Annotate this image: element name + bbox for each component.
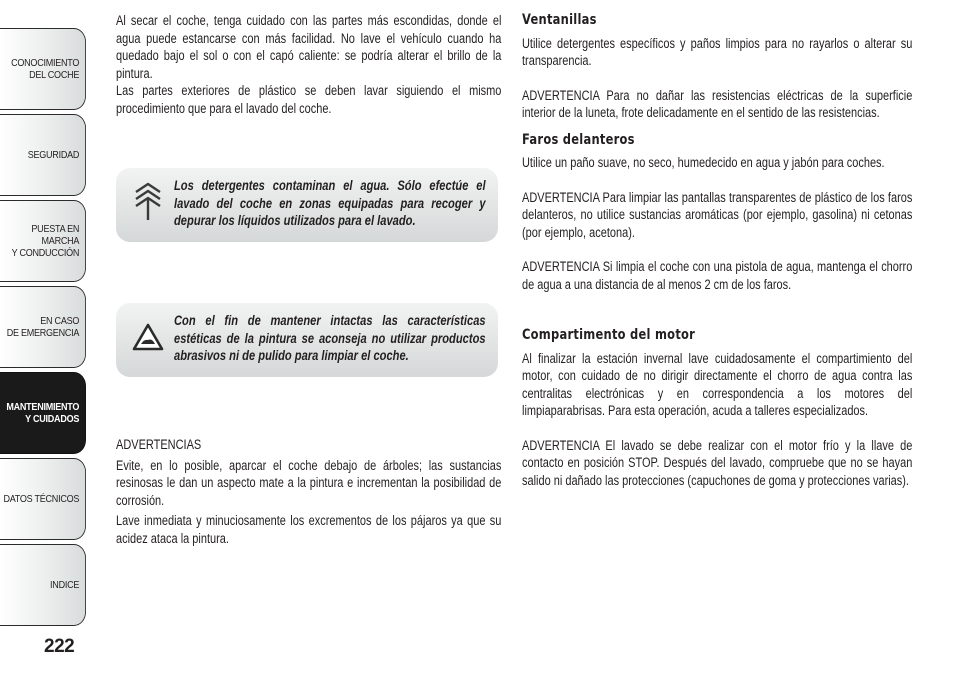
- advertencia-birds: Lave inmediata y minuciosamente los excrementos de los pájaros ya que su acidez ataca la pintura.: [116, 513, 502, 546]
- warning-triangle-icon: [132, 317, 164, 357]
- paint-care-note: [116, 303, 498, 377]
- tab-seguridad[interactable]: [0, 114, 86, 196]
- environment-note-text: Los detergentes contaminan el agua. Sólo efectúe el lavado del coche en zonas equipadas para recoger y depurar los líquidos utilizados para el lavado.: [174, 178, 486, 228]
- heading-faros: Faros delanteros: [522, 131, 635, 148]
- advertencias-section: [116, 436, 501, 550]
- heading-ventanillas: Ventanillas: [522, 12, 597, 28]
- tab-label: MANTENIMIENTO Y CUIDADOS: [6, 400, 80, 425]
- tab-datos-tecnicos[interactable]: [0, 458, 86, 540]
- tab-label: PUESTA EN MARCHA Y CONDUCCIÓN: [11, 222, 80, 260]
- tab-label: SEGURIDAD: [27, 148, 80, 161]
- ventanillas-paragraph-1: Utilice detergentes específicos y paños limpios para no rayarlos o alterar su transparencia.: [522, 35, 913, 68]
- faros-paragraph-3: ADVERTENCIA Si limpia el coche con una pistola de agua, mantenga el chorro de agua a una distancia de al menos 2 cm de los faros.: [522, 259, 913, 292]
- heading-motor: Compartimento del motor: [522, 327, 696, 343]
- tab-mantenimiento-y-cuidados[interactable]: [0, 372, 86, 454]
- motor-paragraph-1: Al finalizar la estación invernal lave cuidadosamente el compartimiento del motor, con cuidado de no dirigir directamente el chorro de agua contra las centralitas electrónicas y en correspondencia a los motores del limpiaparabrisas. Para esta operación, acuda a talleres especializados.: [522, 350, 913, 418]
- tab-label: INDICE: [50, 578, 80, 591]
- plastic-parts-paragraph: Las partes exteriores de plástico se deben lavar siguiendo el mismo procedimiento que para el lavado del coche.: [116, 83, 502, 116]
- page-number: 222: [44, 636, 75, 657]
- environment-note: [116, 168, 498, 242]
- faros-paragraph-1: Utilice un paño suave, no seco, humedecido en agua y jabón para coches.: [522, 155, 885, 170]
- tab-indice[interactable]: [0, 544, 86, 626]
- tab-puesta-en-marcha[interactable]: [0, 200, 86, 282]
- left-column: [116, 12, 501, 117]
- tab-label: EN CASO DE EMERGENCIA: [6, 314, 80, 339]
- motor-paragraph-2: ADVERTENCIA El lavado se debe realizar con el motor frío y la llave de contacto en posición STOP. Después del lavado, compruebe que no se hayan salido ni dañado las protecciones (capuchones de goma y protecciones varias).: [522, 437, 913, 488]
- ventanillas-paragraph-2: ADVERTENCIA Para no dañar las resistencias eléctricas de la superficie interior de la luneta, frote delicadamente en el sentido de las resistencias.: [522, 87, 913, 120]
- advertencias-title: ADVERTENCIAS: [116, 437, 202, 452]
- advertencia-trees: Evite, en lo posible, aparcar el coche debajo de árboles; las sustancias resinosas le dan un aspecto mate a la pintura e incrementan la posibilidad de corrosión.: [116, 457, 502, 508]
- tab-conocimiento-del-coche[interactable]: [0, 28, 86, 110]
- paint-care-note-text: Con el fin de mantener intactas las características estéticas de la pintura se aconseja no utilizar productos abrasivos ni de pulido para limpiar el coche.: [174, 313, 486, 363]
- right-column: [522, 12, 912, 489]
- intro-paragraph: Al secar el coche, tenga cuidado con las partes más escondidas, donde el agua puede estancarse con más facilidad. No lave el vehículo cuando ha quedado bajo el sol o con el capó caliente: se podría alterar el brillo de la pintura.: [116, 13, 502, 81]
- faros-paragraph-2: ADVERTENCIA Para limpiar las pantallas transparentes de plástico de los faros delanteros, no utilice sustancias aromáticas (por ejemplo, gasolina) ni cetonas (por ejemplo, acetona).: [522, 189, 913, 240]
- environment-icon: [132, 182, 164, 222]
- tab-label: CONOCIMIENTO DEL COCHE: [11, 56, 80, 81]
- tab-emergencia[interactable]: [0, 286, 86, 368]
- tab-label: DATOS TÉCNICOS: [3, 492, 80, 505]
